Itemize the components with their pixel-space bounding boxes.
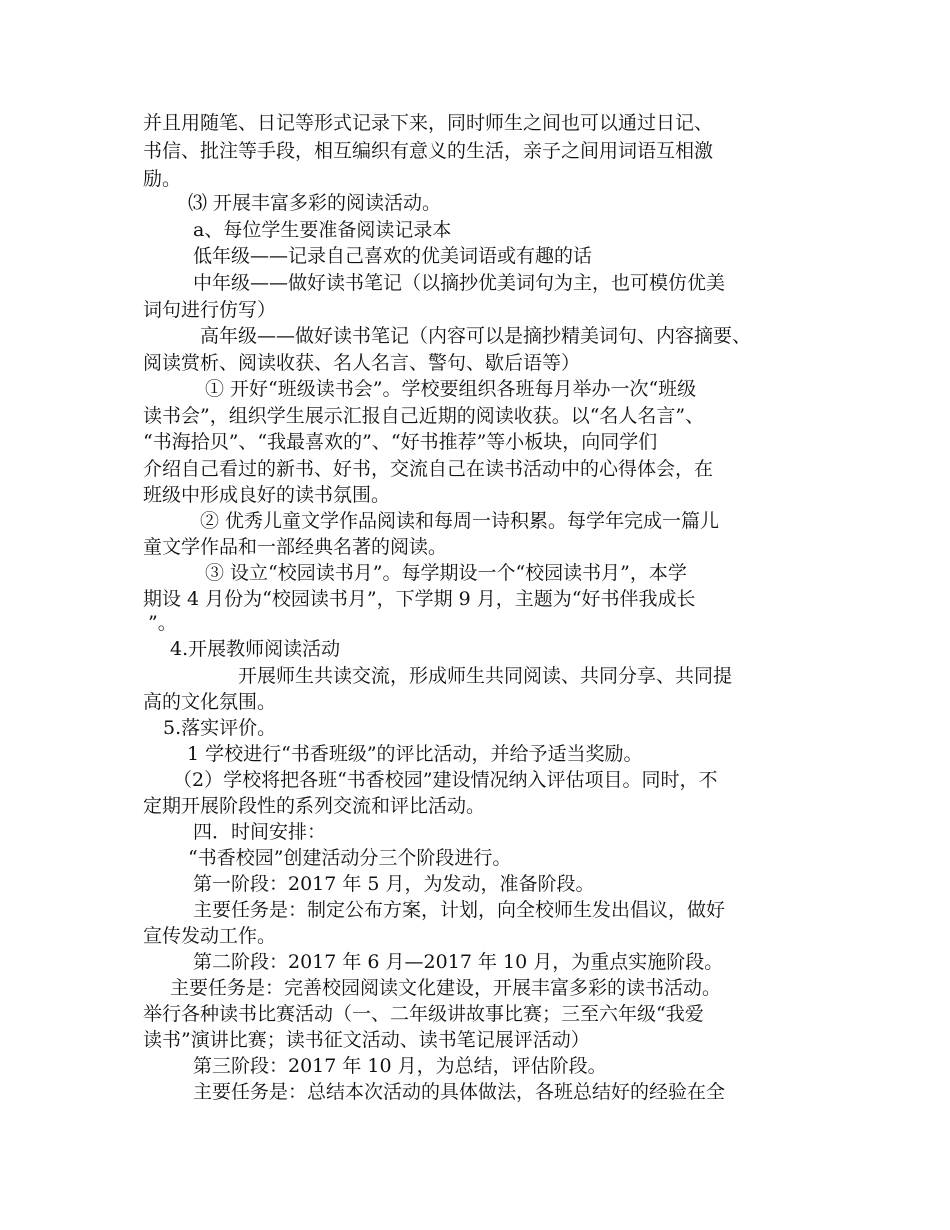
text-line: 读书会”，组织学生展示汇报自己近期的阅读收获。以“名人名言”、 xyxy=(143,405,705,427)
text-line: “书海拾贝”、“我最喜欢的”、“好书推荐”等小板块，向同学们 xyxy=(143,431,658,453)
section-heading: 4.开展教师阅读活动 xyxy=(170,638,341,660)
text-line: （2）学校将把各班“书香校园”建设情况纳入评估项目。同时，不 xyxy=(173,769,718,791)
text-line: 高年级——做好读书笔记（内容可以是摘抄精美词句、内容摘要、 xyxy=(200,325,752,347)
text-line: 励。 xyxy=(143,168,182,190)
text-line: 宣传发动工作。 xyxy=(143,925,277,947)
text-line: “书香校园”创建活动分三个阶段进行。 xyxy=(188,847,512,869)
text-line: 开展师生共读交流，形成师生共同阅读、共同分享、共同提 xyxy=(238,665,733,687)
text-line: 童文学作品和一部经典名著的阅读。 xyxy=(143,536,448,558)
text-line: 班级中形成良好的读书氛围。 xyxy=(143,484,391,506)
text-line: 介绍自己看过的新书、好书，交流自己在读书活动中的心得体会，在 xyxy=(143,458,714,480)
text-line: 定期开展阶段性的系列交流和评比活动。 xyxy=(143,795,486,817)
text-line: 第三阶段：2017 年 10 月，为总结，评估阶段。 xyxy=(193,1055,607,1077)
text-line: ① 开好“班级读书会”。学校要组织各班每月举办一次“班级 xyxy=(205,378,697,400)
text-line: 阅读赏析、阅读收获、名人名言、警句、歇后语等） xyxy=(143,352,581,374)
text-line: ③ 设立“校园读书月”。每学期设一个“校园读书月”，本学 xyxy=(205,562,687,584)
text-line: 低年级——记录自己喜欢的优美词语或有趣的话 xyxy=(193,245,593,267)
text-line: ”。 xyxy=(148,612,177,634)
text-line: 中年级——做好读书笔记（以摘抄优美词句为主，也可模仿优美 xyxy=(193,272,726,294)
text-line: 主要任务是：完善校园阅读文化建设，开展丰富多彩的读书活动。 xyxy=(170,977,722,999)
text-line: 高的文化氛围。 xyxy=(143,691,277,713)
text-line: ② 优秀儿童文学作品阅读和每周一诗积累。每学年完成一篇儿 xyxy=(200,510,720,532)
text-line: 主要任务是：总结本次活动的具体做法，各班总结好的经验在全 xyxy=(193,1081,726,1103)
text-line: 词句进行仿写） xyxy=(143,299,277,321)
text-line: 第一阶段：2017 年 5 月，为发动，准备阶段。 xyxy=(193,873,595,895)
section-heading: ⑶ 开展丰富多彩的阅读活动。 xyxy=(188,192,442,214)
text-line: 读书”演讲比赛；读书征文活动、读书笔记展评活动） xyxy=(143,1029,590,1051)
text-line: 1 学校进行“书香班级”的评比活动，并给予适当奖励。 xyxy=(187,743,643,765)
text-line: a、每位学生要准备阅读记录本 xyxy=(193,219,452,241)
section-heading: 5.落实评价。 xyxy=(163,717,277,739)
text-line: 第二阶段：2017 年 6 月—2017 年 10 月，为重点实施阶段。 xyxy=(193,951,724,973)
text-line: 书信、批注等手段，相互编织有意义的生活，亲子之间用词语互相激 xyxy=(143,140,714,162)
text-line: 主要任务是：制定公布方案，计划，向全校师生发出倡议，做好 xyxy=(193,899,726,921)
text-line: 并且用随笔、日记等形式记录下来，同时师生之间也可以通过日记、 xyxy=(143,112,714,134)
text-line: 期设 4 月份为“校园读书月”，下学期 9 月，主题为“好书伴我成长 xyxy=(143,588,696,610)
text-line: 举行各种读书比赛活动（一、二年级讲故事比赛；三至六年级“我爱 xyxy=(143,1003,704,1025)
section-heading: 四．时间安排： xyxy=(193,821,327,843)
